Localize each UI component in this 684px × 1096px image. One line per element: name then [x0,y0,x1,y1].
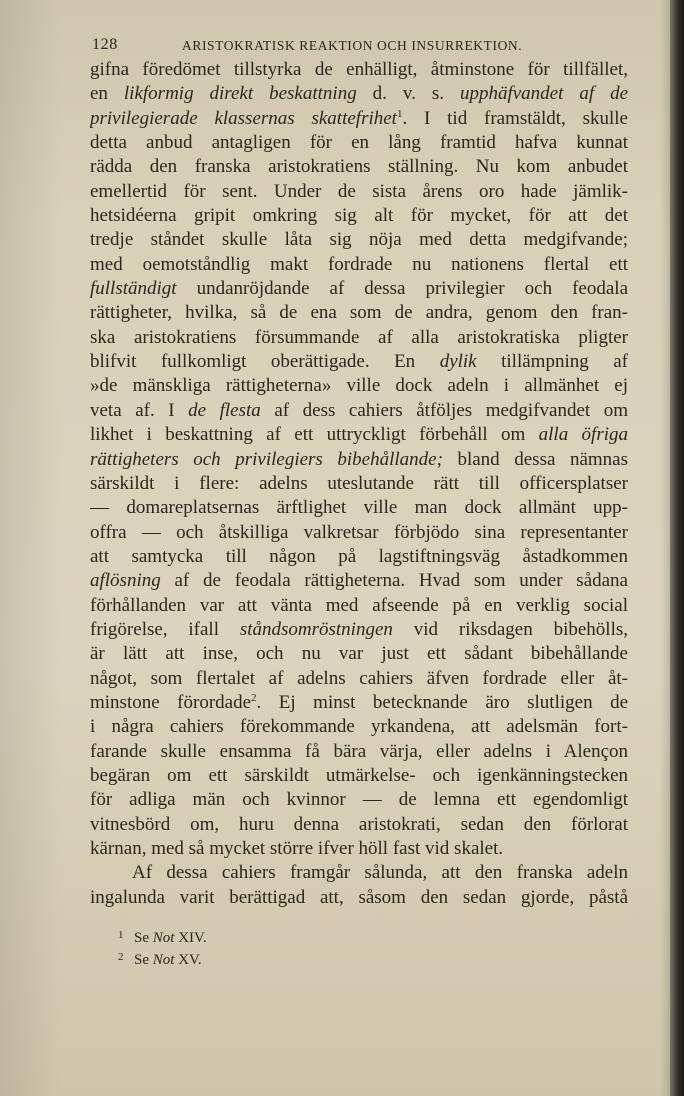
text-line: ska aristokratiens försummande af alla aristokratiska pligter [90,326,628,348]
text-line: rädda den franska aristokratiens ställning. Nu kom anbudet [90,156,628,178]
running-title: ARISTOKRATISK REAKTION OCH INSURREKTION. [182,38,523,53]
footnote-ref[interactable]: 1 [396,107,403,120]
text-line: en likformig direkt beskattning d. v. s. upphäfvandet af de [90,83,628,105]
page-header [92,36,632,58]
text-line: gifna föredömet tillstyrka de enhälligt, åtminstone för tillfället, [90,59,628,80]
text-line: hetsidéerna gripit omkring sig alt för mycket, för att det [90,205,628,227]
text-line: veta af. I de flesta af dess cahiers åtföljes medgifvandet om [90,399,628,421]
text-line: farande skulle ensamma få bära värja, eller adelns i Alençon [90,740,628,762]
text-line: offra — och åtskilliga valkretsar förbjödo sina representanter [90,521,628,543]
footnote: 2 Se Not XV. [118,946,418,968]
text-line: Af dessa cahiers framgår sålunda, att den franska adeln [132,862,628,884]
text-line: tredje ståndet skulle låta sig nöja med detta medgifvande; [90,229,628,251]
page-number: 128 [92,36,118,53]
text-line: detta anbud antagligen för en lång framtid hafva kunnat [90,132,628,154]
text-line: för adliga män och kvinnor — de lemna ett egendomligt [90,789,628,811]
text-line: särskildt i flere: adelns uteslutande rätt till officersplatser [90,472,628,494]
text-line: frigörelse, ifall ståndsomröstningen vid riksdagen bibehölls, [90,618,628,640]
text-line: — domareplatsernas ärftlighet ville man dock allmänt upp- [90,497,628,519]
text-line: att samtycka till någon på lagstiftningsväg åstadkommen [90,545,628,567]
text-line: kärnan, med så mycket större ifver höll fast vid skalet. [90,838,504,859]
text-line: aflösning af de feodala rättigheterna. Hvad som under sådana [90,570,628,592]
text-line: minstone förordade$^2$. Ej minst betecknande äro slutligen de [90,691,628,713]
text-line: rättigheters och privilegiers bibehållande; bland dessa nämnas [90,448,628,470]
text-line: är lätt att inse, och nu var just ett sådant bibehållande [90,643,628,665]
text-line: emellertid för sent. Under de sista årens oro hade jämlik- [90,180,628,202]
text-line: blifvit fullkomligt oberättigade. En dylik tillämpning af [90,351,628,373]
page-edge-shadow [670,0,684,1096]
footnote-mark: 2 [118,951,124,963]
text-line: »de mänskliga rättigheterna» ville dock adeln i allmänhet ej [90,375,628,397]
text-line: fullständigt undanröjdande af dessa privilegier och feodala [90,278,628,300]
text-line: begäran om ett särskildt utmärkelse- och igenkänningstecken [90,764,628,786]
text-line: privilegierade klassernas skattefrihet$^1$. I tid framstäldt, skulle [90,107,628,129]
text-line: något, som flertalet af adelns cahiers äfven fordrade eller åt- [90,667,628,689]
text-line: vitnesbörd om, huru denna aristokrati, sedan den förlorat [90,813,628,835]
footnote-ref[interactable]: 2 [251,691,257,704]
footnote: 1 Se Not XIV. [118,924,418,946]
footnotes [118,924,418,968]
text-line: i några cahiers förekommande yrkandena, att adelsmän fort- [90,716,628,738]
text-line: med oemotståndlig makt fordrade nu nationens flertal ett [90,253,628,275]
text-line: likhet i beskattning af ett uttryckligt förbehåll om alla öfriga [90,424,628,446]
body-text [90,58,628,910]
text-line: förhållanden var att vänta med afseende på en verklig social [90,594,628,616]
footnote-mark: 1 [118,929,124,941]
text-line: rättigheter, hvilka, så de ena som de andra, genom den fran- [90,302,628,324]
text-line: ingalunda varit berättigad att, såsom den sedan gjorde, påstå [90,886,628,908]
